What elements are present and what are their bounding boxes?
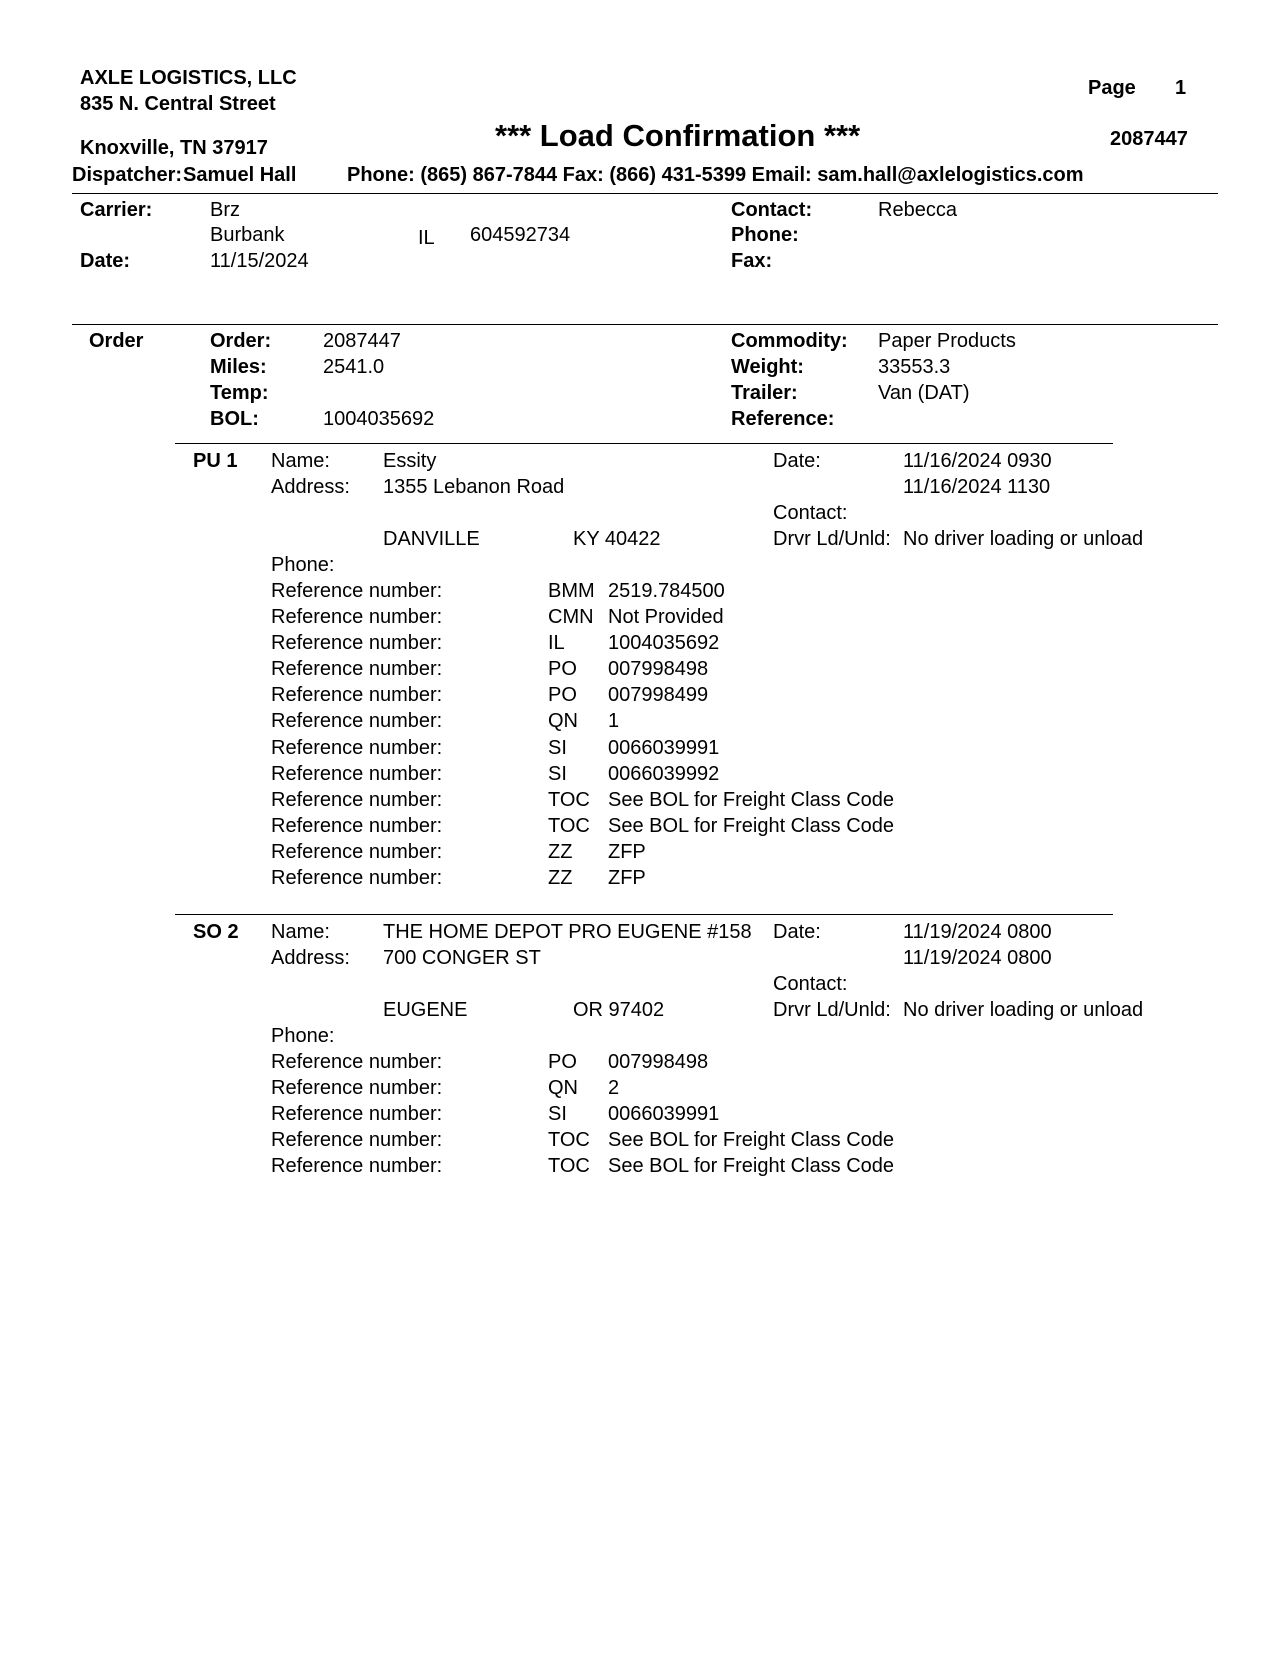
reference-row — [271, 1076, 971, 1102]
carrier-date-label: Date: — [80, 250, 131, 272]
stop-2-date-label: Date: — [773, 921, 821, 943]
reference-label: Reference number: — [271, 736, 443, 759]
reference-code: SI — [548, 762, 567, 785]
stop-1-name: Essity — [383, 450, 437, 472]
carrier-date: 11/15/2024 — [210, 250, 309, 272]
miles-label: Miles: — [210, 356, 267, 378]
stop-2-address: 700 CONGER ST — [383, 947, 541, 969]
stop-1-driver-value: No driver loading or unload — [903, 528, 1144, 550]
carrier-divider — [72, 324, 1218, 325]
order-label: Order: — [210, 330, 272, 352]
carrier-contact: Rebecca — [878, 199, 957, 221]
stop-1-name-label: Name: — [271, 450, 330, 472]
reference-code: QN — [548, 710, 578, 733]
stop-1-address-label: Address: — [271, 476, 350, 498]
stop-1-city: DANVILLE — [383, 528, 480, 550]
reference-label: Reference number: — [271, 867, 443, 890]
reference-label: Reference number: — [271, 1051, 443, 1073]
reference-code: IL — [548, 632, 565, 655]
reference-row — [271, 605, 971, 631]
carrier-phone-label: Phone: — [731, 224, 799, 246]
reference-value: 0066039991 — [608, 736, 720, 759]
carrier-city: Burbank — [210, 224, 285, 246]
stop-2-reference-list — [271, 1050, 971, 1180]
commodity-label: Commodity: — [731, 330, 848, 352]
reference-code: SI — [548, 736, 567, 759]
bol-label: BOL: — [210, 408, 259, 430]
reference-row — [271, 866, 971, 892]
reference-label: Reference number: — [271, 814, 443, 837]
temp-label: Temp: — [210, 382, 269, 404]
reference-label: Reference number: — [271, 606, 443, 629]
stop-1-phone-label: Phone: — [271, 554, 335, 576]
miles-value: 2541.0 — [323, 356, 385, 378]
reference-label: Reference number: — [271, 1103, 443, 1126]
stop-1-date-label: Date: — [773, 450, 821, 472]
reference-label: Reference number: — [271, 788, 443, 811]
reference-label: Reference number: — [271, 1129, 443, 1152]
bol-value: 1004035692 — [323, 408, 435, 430]
stop-2-date-end: 11/19/2024 0800 — [903, 947, 1052, 969]
stop-2-id: SO 2 — [193, 921, 239, 943]
company-name: AXLE LOGISTICS, LLC — [80, 67, 297, 89]
reference-label: Reference number: — [271, 684, 443, 707]
stop-1-driver-label: Drvr Ld/Unld: — [773, 528, 891, 550]
reference-row — [271, 840, 971, 866]
reference-label: Reference number: — [271, 1077, 443, 1100]
carrier-contact-label: Contact: — [731, 199, 813, 221]
company-street: 835 N. Central Street — [80, 93, 276, 115]
reference-row — [271, 1154, 971, 1180]
stop-2-name: THE HOME DEPOT PRO EUGENE #158 — [383, 921, 752, 943]
reference-code: ZZ — [548, 840, 573, 863]
reference-code: TOC — [548, 814, 590, 837]
stop-2-city: EUGENE — [383, 999, 468, 1021]
reference-row — [271, 788, 971, 814]
order-ref-number: 2087447 — [1110, 128, 1188, 150]
stop-1-date-start: 11/16/2024 0930 — [903, 450, 1052, 472]
weight-label: Weight: — [731, 356, 804, 378]
dispatcher-name: Samuel Hall — [183, 164, 297, 186]
reference-value: See BOL for Freight Class Code — [608, 788, 895, 811]
reference-value: See BOL for Freight Class Code — [608, 1129, 895, 1152]
trailer-value: Van (DAT) — [878, 382, 970, 404]
reference-label: Reference number: — [271, 840, 443, 863]
carrier-name: Brz — [210, 199, 240, 221]
reference-value: Not Provided — [608, 606, 724, 629]
carrier-state: IL — [418, 227, 435, 249]
reference-code: PO — [548, 1051, 577, 1073]
reference-label: Reference number: — [271, 710, 443, 733]
reference-code: CMN — [548, 606, 594, 629]
reference-row — [271, 1102, 971, 1128]
reference-value: 2 — [608, 1077, 620, 1100]
reference-row — [271, 814, 971, 840]
stop-2-driver-label: Drvr Ld/Unld: — [773, 999, 891, 1021]
commodity-value: Paper Products — [878, 330, 1016, 352]
reference-label: Reference number: — [271, 1155, 443, 1178]
reference-label: Reference: — [731, 408, 835, 430]
reference-code: PO — [548, 684, 577, 707]
reference-value: 1004035692 — [608, 632, 720, 655]
reference-code: QN — [548, 1077, 578, 1100]
reference-code: SI — [548, 1103, 567, 1126]
stop-2-driver-value: No driver loading or unload — [903, 999, 1144, 1021]
reference-code: BMM — [548, 580, 595, 602]
reference-value: See BOL for Freight Class Code — [608, 1155, 895, 1178]
stop-2-contact-label: Contact: — [773, 973, 848, 995]
reference-value: 007998498 — [608, 658, 709, 681]
stop-1-state-zip: KY 40422 — [573, 528, 661, 550]
reference-row — [271, 1128, 971, 1154]
reference-label: Reference number: — [271, 658, 443, 681]
carrier-phone-number: 604592734 — [470, 224, 571, 246]
stop-1-divider — [175, 443, 1113, 444]
company-city: Knoxville, TN 37917 — [80, 137, 268, 159]
reference-row — [271, 683, 971, 709]
stop-1-id: PU 1 — [193, 450, 238, 472]
stop-2-date-start: 11/19/2024 0800 — [903, 921, 1052, 943]
reference-value: 2519.784500 — [608, 580, 725, 602]
stop-1-reference-list — [271, 579, 971, 892]
reference-code: TOC — [548, 1155, 590, 1178]
dispatcher-contact-line: Phone: (865) 867-7844 Fax: (866) 431-5399 Email: sam.hall@axlelogistics.com — [347, 164, 1084, 186]
reference-row — [271, 762, 971, 788]
carrier-fax-label: Fax: — [731, 250, 773, 272]
reference-row — [271, 1050, 971, 1076]
reference-row — [271, 657, 971, 683]
reference-row — [271, 709, 971, 735]
stop-2-phone-label: Phone: — [271, 1025, 335, 1047]
reference-value: ZFP — [608, 867, 646, 890]
stop-1-contact-label: Contact: — [773, 502, 848, 524]
reference-label: Reference number: — [271, 580, 443, 602]
order-section-label: Order — [89, 330, 144, 352]
carrier-label: Carrier: — [80, 199, 153, 221]
reference-code: TOC — [548, 788, 590, 811]
stop-2-name-label: Name: — [271, 921, 330, 943]
stop-2-state-zip: OR 97402 — [573, 999, 665, 1021]
weight-value: 33553.3 — [878, 356, 951, 378]
reference-row — [271, 736, 971, 762]
reference-code: PO — [548, 658, 577, 681]
dispatcher-label: Dispatcher: — [72, 164, 183, 186]
reference-value: 007998499 — [608, 684, 709, 707]
stop-2-divider — [175, 914, 1113, 915]
reference-value: See BOL for Freight Class Code — [608, 814, 895, 837]
reference-value: 1 — [608, 710, 620, 733]
order-value: 2087447 — [323, 330, 401, 352]
stop-2-address-label: Address: — [271, 947, 350, 969]
reference-value: 0066039992 — [608, 762, 720, 785]
reference-value: ZFP — [608, 840, 646, 863]
reference-code: TOC — [548, 1129, 590, 1152]
reference-label: Reference number: — [271, 632, 443, 655]
trailer-label: Trailer: — [731, 382, 798, 404]
reference-row — [271, 579, 971, 605]
page-number: 1 — [1175, 77, 1187, 99]
stop-1-date-end: 11/16/2024 1130 — [903, 476, 1051, 498]
reference-label: Reference number: — [271, 762, 443, 785]
page-label: Page — [1088, 77, 1136, 99]
page-title: *** Load Confirmation *** — [495, 118, 861, 153]
reference-row — [271, 631, 971, 657]
reference-value: 007998498 — [608, 1051, 709, 1073]
header-divider — [72, 193, 1218, 194]
stop-1-address: 1355 Lebanon Road — [383, 476, 565, 498]
reference-code: ZZ — [548, 867, 573, 890]
reference-value: 0066039991 — [608, 1103, 720, 1126]
